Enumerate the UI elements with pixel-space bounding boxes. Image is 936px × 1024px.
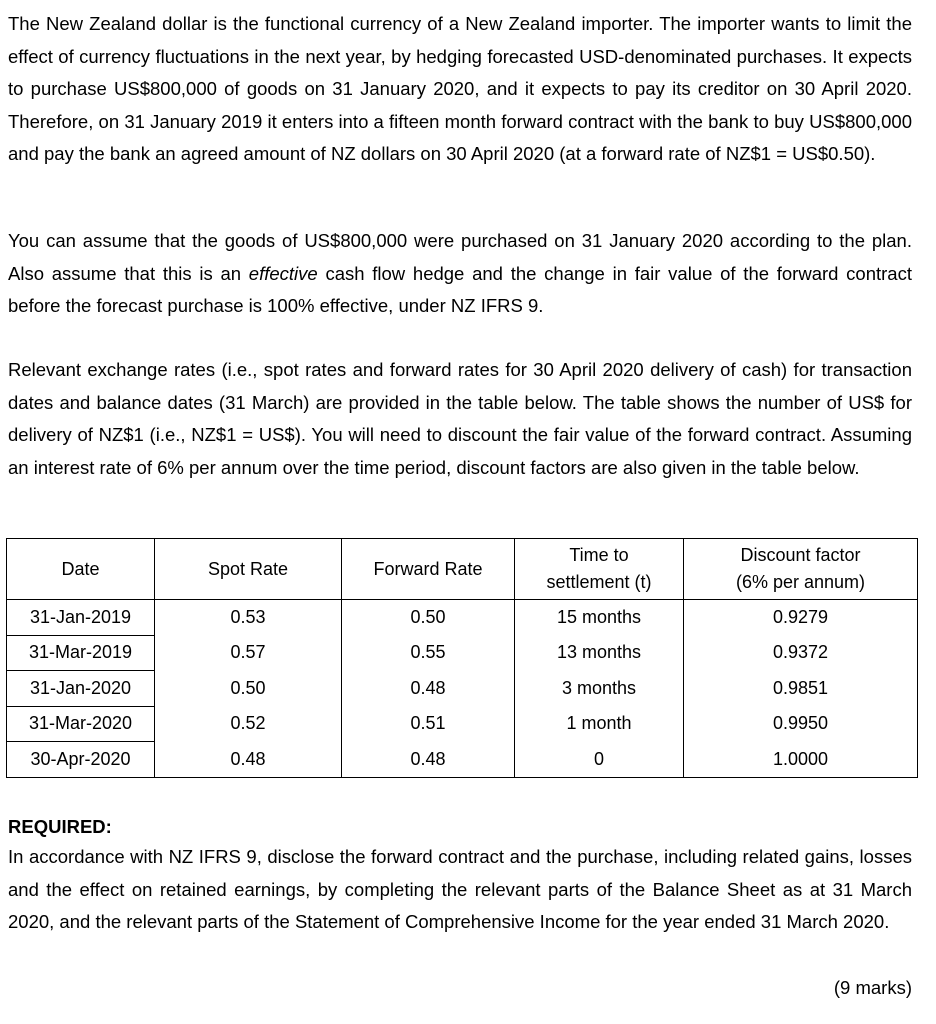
required-heading: REQUIRED: (8, 816, 112, 837)
row-discount: 0.9372 (684, 635, 918, 671)
intro-paragraph: The New Zealand dollar is the functional currency of a New Zealand importer. The importer wants to limit the effect of currency fluctuations in the next year, by hedging forecasted USD-denominated purchases. It expects to purchase US$800,000 of goods on 31 January 2020, and it expects to pay its creditor on 30 April 2020. Therefore, on 31 January 2019 it enters into a fifteen month forward contract with the bank to buy US$800,000 and pay the bank an agreed amount of NZ dollars on 30 April 2020 (at a forward rate of NZ$1 = US$0.50). (8, 13, 912, 164)
header-spot-rate: Spot Rate (155, 539, 342, 600)
row-spot-rate: 0.50 (155, 671, 342, 707)
header-disc-line2: (6% per annum) (735, 572, 866, 592)
assumption-emphasis: effective (248, 262, 318, 284)
row-forward-rate: 0.51 (342, 706, 515, 742)
row-date: 31-Mar-2020 (7, 706, 155, 742)
row-spot-rate: 0.53 (155, 600, 342, 636)
row-discount: 1.0000 (684, 742, 918, 778)
row-date: 31-Jan-2019 (7, 600, 155, 636)
header-discount-factor (684, 539, 918, 600)
row-spot-rate: 0.48 (155, 742, 342, 778)
header-time-line1: Time to (569, 545, 629, 565)
row-forward-rate: 0.55 (342, 635, 515, 671)
row-discount: 0.9279 (684, 600, 918, 636)
row-spot-rate: 0.52 (155, 706, 342, 742)
row-forward-rate: 0.48 (342, 671, 515, 707)
row-time: 13 months (515, 635, 684, 671)
assumption-paragraph (8, 225, 912, 323)
header-time-line2: settlement (t) (546, 572, 652, 592)
row-discount: 0.9851 (684, 671, 918, 707)
row-time: 15 months (515, 600, 684, 636)
table-header-row (7, 539, 918, 600)
row-date: 31-Jan-2020 (7, 671, 155, 707)
assumption-text-end: cash flow hedge and the change in fair value of the forward contract before the forecast purchase is 100% effective, under NZ IFRS 9. (8, 262, 912, 316)
rates-paragraph: Relevant exchange rates (i.e., spot rates and forward rates for 30 April 2020 delivery of cash) for transaction dates and balance dates (31 March) are provided in the table below. The table shows the number of US$ for delivery of NZ$1 (i.e., NZ$1 = US$). You will need to discount the fair value of the forward contract. Assuming an interest rate of 6% per annum over the time period, discount factors are also given in the table below. (8, 359, 912, 478)
row-time: 1 month (515, 706, 684, 742)
table-row (7, 742, 918, 778)
required-paragraph: In accordance with NZ IFRS 9, disclose the forward contract and the purchase, including related gains, losses and the effect on retained earnings, by completing the relevant parts of the Balance Sheet as at 31 March 2020, and the relevant parts of the Statement of Comprehensive Income for the year ended 31 March 2020. (8, 846, 912, 932)
row-date: 31-Mar-2019 (7, 635, 155, 671)
row-discount: 0.9950 (684, 706, 918, 742)
exchange-rate-table (6, 538, 918, 778)
assumption-text-start: You can assume that the goods of US$800,000 were purchased on 31 January 2020 according to the plan. Also assume that this is an (8, 230, 912, 284)
header-time-to-settlement (515, 539, 684, 600)
table-row (7, 635, 918, 671)
header-forward-rate: Forward Rate (342, 539, 515, 600)
table-row (7, 706, 918, 742)
row-time: 0 (515, 742, 684, 778)
marks-label: (9 marks) (833, 977, 912, 998)
table-row (7, 671, 918, 707)
header-disc-line1: Discount factor (740, 545, 861, 565)
row-date: 30-Apr-2020 (7, 742, 155, 778)
row-time: 3 months (515, 671, 684, 707)
header-date: Date (7, 539, 155, 600)
row-forward-rate: 0.48 (342, 742, 515, 778)
table-row (7, 600, 918, 636)
row-spot-rate: 0.57 (155, 635, 342, 671)
row-forward-rate: 0.50 (342, 600, 515, 636)
